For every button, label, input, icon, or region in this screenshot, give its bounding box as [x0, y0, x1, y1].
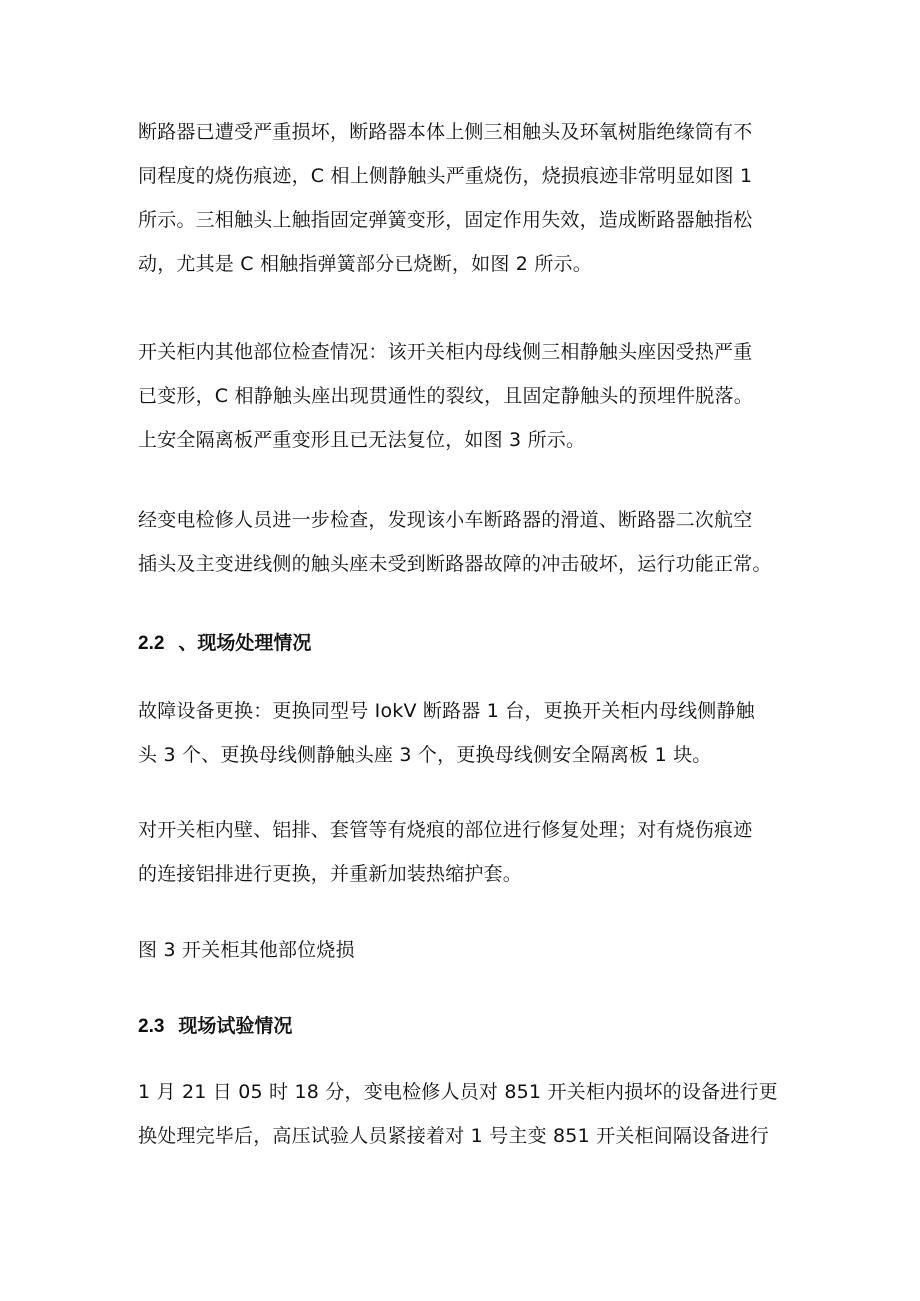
section-title: 现场试验情况 [178, 1015, 293, 1037]
figure-caption [138, 928, 804, 972]
text-line: 对开关柜内壁、铝排、套管等有烧痕的部位进行修复处理；对有烧伤痕迹 [138, 819, 753, 841]
text-line: 1 月 21 日 05 时 18 分，变电检修人员对 851 开关柜内损坏的设备进行更 [138, 1081, 778, 1103]
paragraph-cabinet-inspection [138, 330, 804, 462]
section-number: 2.3 [138, 1016, 165, 1037]
text-line: 开关柜内其他部位检查情况：该开关柜内母线侧三相静触头座因受热严重 [138, 341, 753, 363]
text-line: 已变形，C 相静触头座出现贯通性的裂纹，且固定静触头的预埋件脱落。 [138, 385, 753, 407]
text-line: 同程度的烧伤痕迹，C 相上侧静触头严重烧伤，烧损痕迹非常明显如图 1 [138, 165, 753, 187]
section-heading-2-2 [138, 628, 311, 658]
paragraph-further-inspection [138, 498, 804, 586]
paragraph-equipment-replacement [138, 689, 804, 777]
text-line: 断路器已遭受严重损坏，断路器本体上侧三相触头及环氧树脂绝缘筒有不 [138, 121, 753, 143]
text-line: 上安全隔离板严重变形且已无法复位，如图 3 所示。 [138, 429, 586, 451]
text-line: 故障设备更换：更换同型号 IokV 断路器 1 台，更换开关柜内母线侧静触 [138, 700, 755, 722]
text-line: 头 3 个、更换母线侧静触头座 3 个，更换母线侧安全隔离板 1 块。 [138, 744, 712, 766]
text-line: 插头及主变进线侧的触头座未受到断路器故障的冲击破坏，运行功能正常。 [138, 553, 772, 575]
section-heading-2-3 [138, 1011, 292, 1041]
text-line: 所示。三相触头上触指固定弹簧变形，固定作用失效，造成断路器触指松 [138, 209, 753, 231]
text-line: 换处理完毕后，高压试验人员紧接着对 1 号主变 851 开关柜间隔设备进行 [138, 1125, 769, 1147]
paragraph-repair-treatment [138, 808, 804, 896]
text-line: 动，尤其是 C 相触指弹簧部分已烧断，如图 2 所示。 [138, 253, 592, 275]
paragraph-field-test [138, 1070, 804, 1158]
caption-text: 图 3 开关柜其他部位烧损 [138, 939, 355, 961]
text-line: 的连接铝排进行更换，并重新加装热缩护套。 [138, 863, 523, 885]
section-title: 、现场处理情况 [178, 632, 312, 654]
paragraph-breaker-damage [138, 110, 804, 286]
text-line: 经变电检修人员进一步检查，发现该小车断路器的滑道、断路器二次航空 [138, 509, 753, 531]
section-number: 2.2 [138, 633, 165, 654]
